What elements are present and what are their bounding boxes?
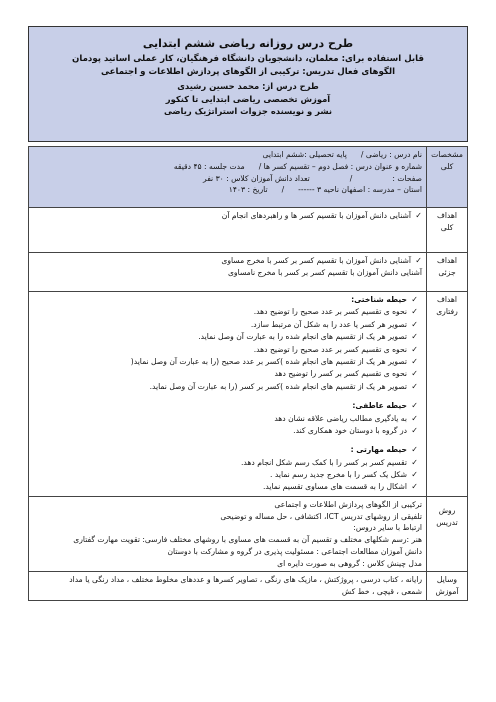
label-partial-goals: اهداف جزئی bbox=[427, 253, 468, 292]
author-line: طرح درس از: محمد حسین رشیدی bbox=[177, 81, 319, 92]
list-item: آشنایی دانش آموزان با تقسیم کسر بر کسر با مخرج نامساوی bbox=[227, 268, 422, 278]
label-general-goals: اهداف کلی bbox=[427, 208, 468, 253]
label-teaching-method: روش تدریس bbox=[427, 496, 468, 572]
tools-line: شمعی ، قیچی ، خط کش bbox=[341, 587, 422, 597]
pages: صفحات : bbox=[392, 173, 422, 183]
list-item: ✓ نحوه ی تقسیم کسر بر عدد صحیح را توضیح دهد. bbox=[33, 306, 418, 318]
grade: پایه تحصیلی :ششم ابتدایی bbox=[262, 150, 347, 159]
list-item: ✓ آشنایی دانش آموزان با تقسیم کسر ها و راهبردهای انجام آن bbox=[33, 210, 422, 222]
info-line-2 bbox=[33, 161, 422, 173]
skill-heading: ✓ حیطه مهارتی : bbox=[33, 444, 418, 456]
checkmark-icon: ✓ bbox=[411, 445, 418, 455]
row-general-info bbox=[29, 147, 468, 208]
role-line: آموزش تخصصی ریاضی ابتدایی تا کنکور bbox=[165, 93, 331, 104]
list-item: ✓ تصویر هر یک از تقسیم های انجام شده )کسر بر عدد صحیح (را به عبارت آن وصل نماید( bbox=[33, 356, 418, 368]
list-item: ✓ آشنایی دانش آموزان با تقسیم کسر بر کسر با مخرج مساوی bbox=[33, 255, 422, 267]
checkmark-icon: ✓ bbox=[411, 307, 418, 317]
date: تاریخ : ۱۴۰۳ bbox=[228, 185, 268, 195]
list-item: ✓ تصویر هر یک از تقسیم های انجام شده را به عبارت آن وصل نماید. bbox=[33, 331, 418, 343]
row-teaching-method bbox=[29, 496, 468, 572]
checkmark-icon: ✓ bbox=[415, 211, 422, 220]
publisher-line: نشر و نویسنده جزوات استراتژیک ریاضی bbox=[163, 106, 333, 117]
cell-teaching-method bbox=[29, 496, 427, 572]
header-box bbox=[28, 26, 468, 142]
checkmark-icon: ✓ bbox=[411, 401, 418, 411]
label-behavioral-goals: اهداف رفتاری bbox=[427, 292, 468, 497]
checkmark-icon: ✓ bbox=[411, 482, 418, 492]
row-partial-goals bbox=[29, 253, 468, 292]
info-line-3 bbox=[33, 173, 422, 185]
info-line-4 bbox=[33, 184, 422, 196]
checkmark-icon: ✓ bbox=[411, 457, 418, 467]
checkmark-icon: ✓ bbox=[411, 369, 418, 379]
list-item: ✓ نحوه ی تقسیم کسر بر عدد صحیح را توضیح دهد. bbox=[33, 344, 418, 356]
list-item: ✓ در گروه با دوستان خود همکاری کند. bbox=[33, 425, 418, 437]
cell-general-info bbox=[29, 147, 427, 208]
row-general-goals bbox=[29, 208, 468, 253]
cell-general-goals bbox=[29, 208, 427, 253]
label-general-info: مشخصات کلی bbox=[427, 147, 468, 208]
row-behavioral-goals bbox=[29, 292, 468, 497]
course-name: نام درس : ریاضی / bbox=[360, 150, 422, 159]
info-line-1 bbox=[33, 149, 422, 161]
separator: / bbox=[349, 173, 353, 183]
method-line: مدل چینش کلاس : گروهی به صورت دایره ای bbox=[277, 558, 422, 568]
plan-title: طرح درس روزانه ریاضی ششم ابتدایی bbox=[142, 37, 354, 50]
cell-tools bbox=[29, 572, 427, 601]
patterns-line: الگوهای فعال تدریس: ترکیبی از الگوهای پردازش اطلاعات و اجتماعی bbox=[100, 67, 396, 78]
lesson-plan-table bbox=[28, 146, 468, 601]
student-count: تعداد دانش آموزان کلاس : ۳۰ نفر bbox=[203, 173, 310, 183]
province-school: استان – مدرسه : اصفهان ناحیه ۳ ------ bbox=[298, 185, 422, 195]
session-duration: مدت جلسه : ۴۵ دقیقه bbox=[173, 161, 245, 171]
usage-line: قابل استفاده برای: معلمان، دانشجویان دانشگاه فرهنگیان، کار عملی اساتید پودمان bbox=[72, 53, 424, 64]
checkmark-icon: ✓ bbox=[411, 470, 418, 480]
checkmark-icon: ✓ bbox=[411, 319, 418, 329]
method-line: ارتباط با سایر دروس: bbox=[353, 523, 422, 533]
cell-partial-goals bbox=[29, 253, 427, 292]
method-line: ترکیبی از الگوهای پردازش اطلاعات و اجتماعی bbox=[274, 499, 422, 509]
method-line: هنر :رسم شکلهای مختلف و تقسیم آن به قسمت های مساوی با روشهای مختلف فارسی: تقویت مهارت گفتاری bbox=[73, 535, 422, 545]
checkmark-icon: ✓ bbox=[411, 344, 418, 354]
list-item: ✓ نحوه ی تقسیم کسر بر کسر را توضیح دهد bbox=[33, 368, 418, 380]
cognitive-heading: ✓ حیطه شناختی: bbox=[33, 294, 418, 306]
list-item: ✓ اشکال را به قسمت های مساوی تقسیم نماید. bbox=[33, 481, 418, 493]
checkmark-icon: ✓ bbox=[415, 256, 422, 265]
checkmark-icon: ✓ bbox=[411, 425, 418, 435]
label-tools: وسایل آموزش bbox=[427, 572, 468, 601]
affective-heading: ✓ حیطه عاطفی: bbox=[33, 400, 418, 412]
checkmark-icon: ✓ bbox=[411, 381, 418, 391]
separator: / bbox=[281, 185, 285, 195]
lesson-title: شماره و عنوان درس : فصل دوم – تقسیم کسر ها / bbox=[258, 161, 422, 171]
row-tools bbox=[29, 572, 468, 601]
tools-line: رایانه ، کتاب درسی ، پروژکتش ، مازیک های رنگی ، تصاویر کسرها و عددهای مخلوط مختلف ، مداد رنگی یا مداد bbox=[69, 575, 422, 585]
list-item: ✓ تصویر هر یک از تقسیم های انجام شده )کسر بر کسر (را به عبارت آن وصل نماید. bbox=[33, 381, 418, 393]
method-line: تلفیقی از روشهای تدریس ICT، اکتشافی ، حل مساله و توضیحی bbox=[220, 511, 422, 521]
checkmark-icon: ✓ bbox=[411, 332, 418, 342]
list-item: ✓ شکل یک کسر را با مخرج جدید رسم نماید . bbox=[33, 469, 418, 481]
list-item: ✓ تصویر هر کسر یا عدد را به شکل آن مرتبط سازد. bbox=[33, 319, 418, 331]
cell-behavioral-goals bbox=[29, 292, 427, 497]
checkmark-icon: ✓ bbox=[411, 413, 418, 423]
list-item: ✓ به یادگیری مطالب ریاضی علاقه نشان دهد bbox=[33, 413, 418, 425]
checkmark-icon: ✓ bbox=[411, 295, 418, 304]
checkmark-icon: ✓ bbox=[411, 356, 418, 366]
list-item: ✓ تقسیم کسر بر کسر را با کمک رسم شکل انجام دهد. bbox=[33, 457, 418, 469]
method-line: دانش آموزان مطالعات اجتماعی : مسئولیت پذیری در گروه و مشارکت با دوستان bbox=[167, 546, 422, 556]
